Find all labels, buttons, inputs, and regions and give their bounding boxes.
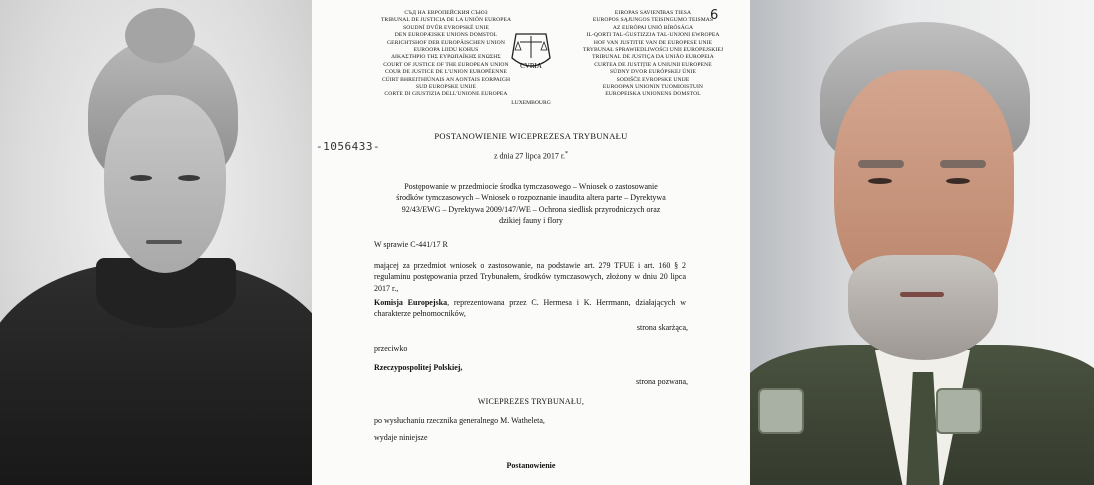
handwritten-reference-number: -1056433- (316, 140, 381, 153)
court-name-right-line: AZ EURÓPAI UNIÓ BÍRÓSÁGA (612, 24, 694, 31)
portrait-right-eye (946, 178, 970, 184)
court-name-left-line: ΔΙΚΑΣΤΗΡΙΟ ΤΗΣ ΕΥΡΩΠΑΪΚΗΣ ΕΝΩΣΗΣ (391, 54, 501, 61)
portrait-right-brow (940, 160, 986, 168)
date-footnote-mark: * (565, 151, 569, 157)
court-name-left-line: CÚIRT BHREITHIÚNAIS AN AONTAIS EORPAIGH (381, 76, 511, 83)
defendant-role: strona pozwana, (636, 377, 688, 386)
applicant-role: strona skarżąca, (636, 323, 688, 332)
portrait-left-brow (858, 160, 904, 168)
applicant-paragraph (374, 297, 686, 320)
court-name-left-line: SOUDNÍ DVŮR EVROPSKÉ UNIE (403, 24, 489, 31)
document-keywords: Postępowanie w przedmiocie środka tymczasowego – Wniosek o zastosowanie środków tymczasowych – Wniosek o rozpoznanie inaudita altera parte – Dyrektywa 92/43/EWG – Dyrektywa 2009/147/WE – Ochrona siedlisk przyrodniczych oraz dzikiej fauny i flory (396, 182, 666, 226)
court-name-right-line: EUROOPAN UNIONIN TUOMIOISTUIN (602, 84, 704, 91)
motion-paragraph: mającej za przedmiot wniosek o zastosowanie, na podstawie art. 279 TFUE i art. 160 § 2 regulaminu postępowania przed Trybunałem, środków tymczasowych, złożony w dniu 20 lipca 2017 r., (374, 261, 686, 293)
defendant-name: Rzeczypospolitej Polskiej, (374, 363, 463, 372)
portrait-mouth (900, 292, 944, 297)
portrait-hair-bun (125, 8, 195, 63)
document-date (312, 151, 750, 161)
court-city: LUXEMBOURG (511, 100, 551, 106)
court-name-right-line: SÚDNY DVOR EURÓPSKEJ ÚNIE (609, 69, 697, 76)
court-name-right-line: SODIŠČE EVROPSKE UNIJE (616, 76, 690, 83)
court-names-right (578, 10, 728, 99)
portrait-mouth (146, 240, 182, 244)
document-title: POSTANOWIENIE WICEPREZESA TRYBUNAŁU (434, 131, 628, 141)
court-name-left-line: EUROOPA LIIDU KOHUS (413, 47, 479, 54)
issues-line: wydaje niniejsze (374, 433, 428, 442)
handwritten-page-number: 6 (710, 8, 719, 23)
left-portrait-photo (0, 0, 312, 485)
left-collar-badge-icon (758, 388, 804, 434)
court-name-left-line: COUR DE JUSTICE DE L'UNION EUROPÉENNE (384, 69, 507, 76)
applicant-representation: , reprezentowana przez C. Hermesa i K. Herrmann, działających w charakterze pełnomocników, (374, 298, 686, 319)
portrait-face (104, 95, 226, 273)
court-names-left (376, 10, 516, 99)
court-name-right-line: IL-QORTI TAL-ĠUSTIZZJA TAL-UNJONI EWROPEA (586, 32, 720, 39)
court-name-right-line: TRYBUNAŁ SPRAWIEDLIWOŚCI UNII EUROPEJSKIEJ (582, 47, 724, 54)
court-name-left-line: COURT OF JUSTICE OF THE EUROPEAN UNION (383, 61, 509, 68)
court-name-right-line: CURTEA DE JUSTIȚIE A UNIUNII EUROPENE (594, 61, 712, 68)
court-name-right-line: EIROPAS SAVIENĪBAS TIESA (614, 10, 692, 16)
court-name-right-line: TRIBUNAL DE JUSTIÇA DA UNIÃO EUROPEIA (592, 54, 714, 61)
portrait-right-eye (178, 175, 200, 181)
case-number: W sprawie C-441/17 R (374, 240, 448, 249)
against-label: przeciwko (374, 344, 408, 353)
court-name-left-line: CORTE DI GIUSTIZIA DELL'UNIONE EUROPEA (384, 91, 508, 98)
court-name-right-line: EUROPOS SĄJUNGOS TEISINGUMO TEISMAS (592, 17, 714, 24)
court-name-right-line: EUROPEISKA UNIONENS DOMSTOL (605, 91, 701, 98)
court-name-right-line: HOF VAN JUSTITIE VAN DE EUROPESE UNIE (593, 39, 713, 46)
advocate-general-line: po wysłuchaniu rzecznika generalnego M. Watheleta, (374, 416, 545, 425)
curia-emblem-icon (506, 28, 556, 76)
date-text: z dnia 27 lipca 2017 r. (493, 151, 566, 161)
court-name-left-line: СЪД НА ЕВРОПЕЙСКИЯ СЪЮЗ (404, 10, 488, 16)
vice-president-heading: WICEPREZES TRYBUNAŁU, (477, 397, 585, 406)
court-name-left-line: SUD EUROPSKE UNIJE (415, 84, 477, 91)
applicant-name: Komisja Europejska (374, 298, 448, 307)
portrait-beard (848, 255, 998, 360)
order-heading: Postanowienie (506, 461, 556, 470)
court-name-left-line: DEN EUROPÆISKE UNIONS DOMSTOL (394, 32, 498, 39)
portrait-left-eye (868, 178, 892, 184)
emblem-text: CVRIA (520, 62, 542, 70)
right-portrait-photo (750, 0, 1094, 485)
court-name-left-line: GERICHTSHOF DER EUROPÄISCHEN UNION (387, 39, 505, 46)
right-collar-badge-icon (936, 388, 982, 434)
portrait-left-eye (130, 175, 152, 181)
court-name-left-line: TRIBUNAL DE JUSTICIA DE LA UNIÓN EUROPEA (380, 17, 512, 24)
court-order-document (312, 0, 750, 485)
